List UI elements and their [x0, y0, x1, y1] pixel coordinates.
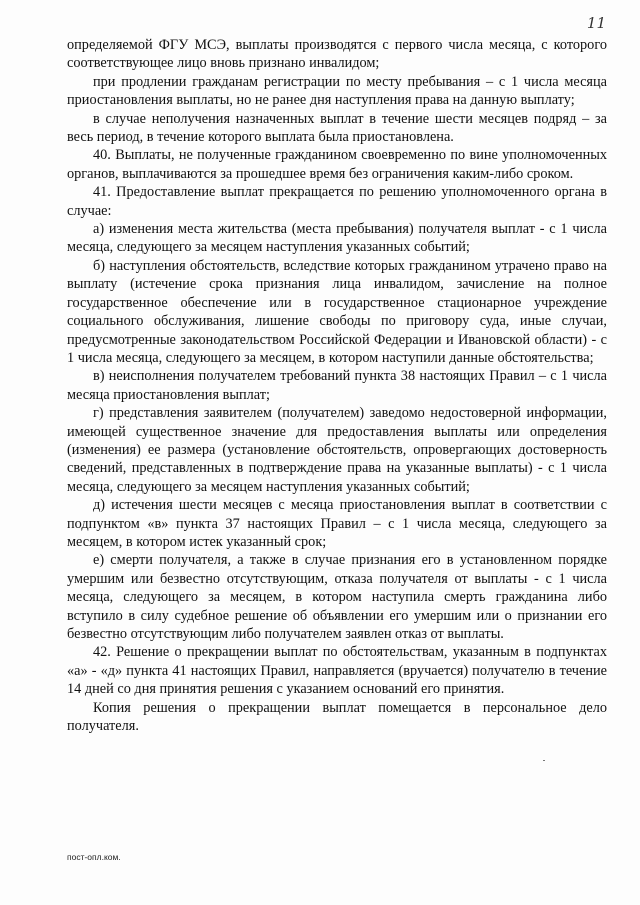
paragraph-item-41-g: г) представления заявителем (получателем) заведомо недостоверной информации, имеющей существенное значение для предоставления выплаты или определения (изменения) ее размера (установление обстоятельств, опровергающих достоверность сведений, представленных в подтверждение права на указанные выплаты) - с 1 числа месяца, следующего за месяцем наступления указанных событий;	[67, 405, 607, 495]
scan-speck	[543, 760, 545, 761]
paragraph-continuation: определяемой ФГУ МСЭ, выплаты производятся с первого числа месяца, с которого соответствующее лицо вновь признано инвалидом;	[67, 37, 607, 72]
document-body	[67, 36, 607, 735]
paragraph-item-41-b: б) наступления обстоятельств, вследствие которых гражданином утрачено право на выплату (истечение срока признания лица инвалидом, зачисление на полное государственное обеспечение или в государственное стационарное учреждение социального обслуживания, лишение свободы по приговору суда, иные случаи, предусмотренные законодательством Российской Федерации и Ивановской области) - с 1 числа месяца, следующего за месяцем, в котором наступили данные обстоятельства;	[67, 257, 607, 366]
paragraph-item-41-e: е) смерти получателя, а также в случае признания его в установленном порядке умершим или безвестно отсутствующим, отказа получателя от выплаты - с 1 числа месяца, следующего за месяцем, в котором наступила смерть гражданина либо вступило в силу судебное решение об объявлении его умершим или о признании его безвестно отсутствующим либо получателем заявлен отказ от выплаты.	[67, 552, 607, 642]
paragraph-item-41-v: в) неисполнения получателем требований пункта 38 настоящих Правил – с 1 числа месяца приостановления выплат;	[67, 368, 607, 403]
paragraph-item-40: 40. Выплаты, не полученные гражданином своевременно по вине уполномоченных органов, выплачиваются за прошедшее время без ограничения каким-либо сроком.	[67, 147, 607, 182]
paragraph-item-41: 41. Предоставление выплат прекращается по решению уполномоченного органа в случае:	[67, 184, 607, 219]
paragraph-item-42: 42. Решение о прекращении выплат по обстоятельствам, указанным в подпунктах «а» - «д» пункта 41 настоящих Правил, направляется (вручается) получателю в течение 14 дней со дня принятия решения с указанием оснований его принятия.	[67, 644, 607, 698]
paragraph-item-41-d: д) истечения шести месяцев с месяца приостановления выплат в соответствии с подпунктом «в» пункта 37 настоящих Правил – с 1 числа месяца, следующего за месяцем, в котором истек указанный срок;	[67, 497, 607, 550]
paragraph-six-months-nonreceipt: в случае неполучения назначенных выплат в течение шести месяцев подряд – за весь период, в течение которого выплата была приостановлена.	[67, 110, 607, 146]
paragraph-decision-copy: Копия решения о прекращении выплат помещается в персональное дело получателя.	[67, 699, 607, 735]
footer-filename: пост-опл.ком.	[67, 852, 121, 862]
page-number: 11	[586, 14, 606, 32]
paragraph-item-41-a: а) изменения места жительства (места пребывания) получателя выплат - с 1 числа месяца, следующего за месяцем наступления указанных событий;	[67, 221, 607, 256]
paragraph-registration-extension: при продлении гражданам регистрации по месту пребывания – с 1 числа месяца приостановления выплаты, но не ранее дня наступления права на данную выплату;	[67, 73, 607, 109]
